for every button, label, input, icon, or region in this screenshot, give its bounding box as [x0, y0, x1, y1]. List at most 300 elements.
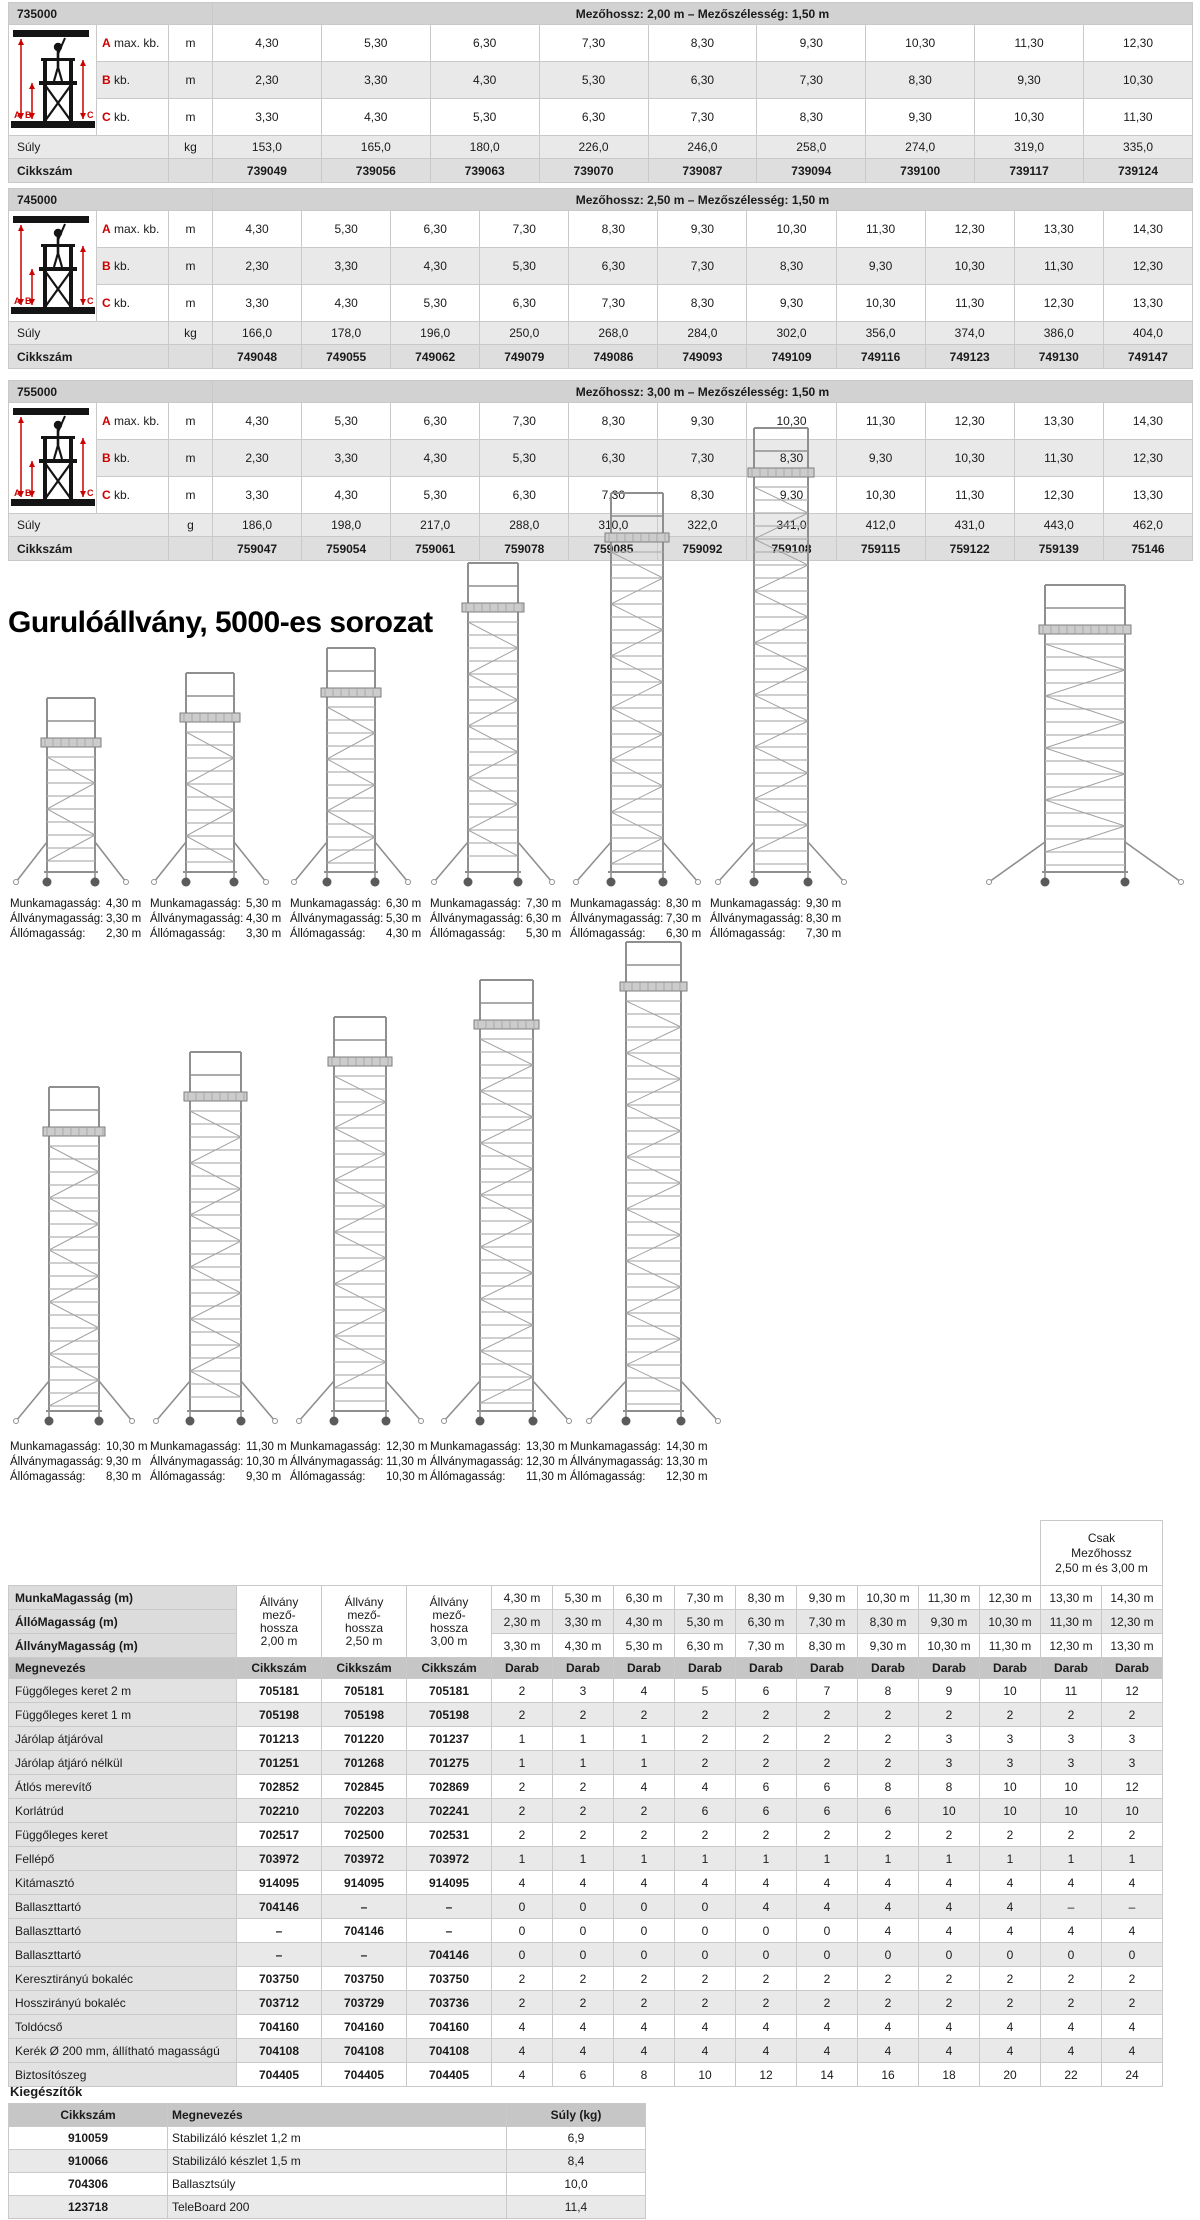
part-qty: 2 [858, 1967, 919, 1991]
dimension-value-cell: 12,30 [1103, 248, 1192, 285]
accessory-row [9, 2196, 646, 2219]
dimension-value-cell: 13,30 [1103, 285, 1192, 322]
product-code: 755000 [9, 381, 213, 403]
unit-cell: m [169, 403, 213, 440]
field-size-note: Mezőhossz: 2,00 m – Mezőszélesség: 1,50 m [213, 3, 1193, 25]
dimension-value-cell: 2,30 [213, 440, 302, 477]
part-sku: 705198 [322, 1703, 407, 1727]
part-qty: 4 [614, 1871, 675, 1895]
unit-cell: m [169, 99, 213, 136]
dimension-value-cell: 3,30 [213, 285, 302, 322]
caption-line-work [10, 897, 148, 912]
part-qty: 0 [858, 1943, 919, 1967]
part-sku: – [237, 1943, 322, 1967]
dimension-value-cell: 8,30 [747, 440, 836, 477]
weight-value-cell: 246,0 [648, 136, 757, 159]
part-sku: 703972 [237, 1847, 322, 1871]
scaffold-diagram-cell [9, 211, 97, 322]
part-sku: 702241 [407, 1799, 492, 1823]
caption-line-frame [10, 1455, 148, 1470]
svg-text:B: B [24, 109, 31, 120]
dimension-value-cell: 14,30 [1103, 403, 1192, 440]
spec-header-row [9, 189, 1193, 211]
caption-label: Munkamagasság: [430, 1441, 521, 1453]
qty-column-title: Darab [980, 1658, 1041, 1679]
caption-value: 13,30 m [666, 1456, 708, 1468]
part-sku: 705198 [407, 1703, 492, 1727]
caption-line-work [10, 1440, 148, 1455]
part-qty: 2 [797, 1703, 858, 1727]
height-header-value: 11,30 m [919, 1586, 980, 1610]
scaffold-caption [430, 1440, 568, 1485]
dimension-value-cell: 10,30 [1084, 62, 1193, 99]
part-sku: 702845 [322, 1775, 407, 1799]
qty-column-title: Darab [492, 1658, 553, 1679]
part-sku: 703729 [322, 1991, 407, 2015]
part-qty: 1 [1102, 1847, 1163, 1871]
part-sku: 704108 [322, 2039, 407, 2063]
part-qty: 4 [797, 2015, 858, 2039]
dimension-value-cell: 3,30 [302, 440, 391, 477]
part-qty: 1 [492, 1751, 553, 1775]
sku-value-cell: 749086 [569, 345, 658, 369]
dimension-value-cell: 8,30 [569, 211, 658, 248]
dimension-value-cell: 14,30 [1103, 211, 1192, 248]
part-qty: 2 [492, 1799, 553, 1823]
caption-label: Állómagasság: [710, 928, 786, 940]
dimension-value-cell: 6,30 [648, 62, 757, 99]
dimension-value-cell: 9,30 [747, 477, 836, 514]
dimension-value-cell: 5,30 [391, 285, 480, 322]
sku-value-cell: 749123 [925, 345, 1014, 369]
dimension-value-cell: 11,30 [836, 403, 925, 440]
scaffold-caption [570, 1440, 708, 1485]
dimension-label-cell: B kb. [97, 248, 169, 285]
caption-value: 9,30 m [806, 898, 842, 910]
dimension-value-cell: 13,30 [1014, 403, 1103, 440]
dimension-letter: B [102, 259, 111, 273]
dimension-value-cell: 10,30 [836, 285, 925, 322]
scaffold-tower-drawing [572, 488, 702, 888]
caption-label: Állványmagasság: [430, 913, 524, 925]
part-sku: 702517 [237, 1823, 322, 1847]
part-name: Járólap átjáróval [9, 1727, 237, 1751]
part-qty: 0 [675, 1895, 736, 1919]
part-qty: 10 [675, 2063, 736, 2087]
part-qty: 10 [1041, 1775, 1102, 1799]
product-code: 735000 [9, 3, 213, 25]
part-sku: 705181 [407, 1679, 492, 1703]
weight-label: Súly [9, 514, 169, 537]
part-qty: 0 [736, 1919, 797, 1943]
part-qty: 1 [980, 1847, 1041, 1871]
part-row [9, 1895, 1163, 1919]
caption-line-standing [10, 1470, 148, 1485]
part-row [9, 1679, 1163, 1703]
part-qty: 3 [919, 1751, 980, 1775]
part-name: Függőleges keret 1 m [9, 1703, 237, 1727]
column-titles-row [9, 1658, 1163, 1679]
weight-value-cell: 186,0 [213, 514, 302, 537]
caption-label: Munkamagasság: [10, 1441, 101, 1453]
height-header-value: 14,30 m [1102, 1586, 1163, 1610]
part-qty: 1 [614, 1727, 675, 1751]
part-qty: 2 [1041, 1991, 1102, 2015]
part-qty: 10 [1102, 1799, 1163, 1823]
caption-value: 8,30 m [106, 1471, 142, 1483]
caption-value: 11,30 m [246, 1441, 287, 1453]
part-sku: 703750 [237, 1967, 322, 1991]
part-qty: – [1041, 1895, 1102, 1919]
svg-text:A: A [13, 295, 20, 306]
field-length-header: Állvány mező- hossza 2,50 m [322, 1586, 407, 1658]
part-qty: 6 [797, 1799, 858, 1823]
sku-value-cell: 739124 [1084, 159, 1193, 183]
scaffold-tower-drawing [295, 1012, 425, 1427]
dimension-value-cell: 8,30 [747, 248, 836, 285]
weight-value-cell: 178,0 [302, 322, 391, 345]
part-qty: 2 [797, 1967, 858, 1991]
part-qty: 4 [736, 2039, 797, 2063]
dimension-value-cell: 8,30 [648, 25, 757, 62]
part-qty: 4 [980, 2015, 1041, 2039]
dimension-value-cell: 12,30 [925, 403, 1014, 440]
scaffold-photo-6 [714, 423, 848, 893]
caption-label: Állómagasság: [430, 928, 506, 940]
scaffold-tower-drawing [585, 937, 722, 1427]
part-qty: 4 [919, 2015, 980, 2039]
part-sku: 701220 [322, 1727, 407, 1751]
svg-text:C: C [86, 487, 93, 498]
scaffold-photo-7 [12, 1082, 136, 1432]
height-header-value: 7,30 m [675, 1586, 736, 1610]
dimension-value-cell: 7,30 [757, 62, 866, 99]
part-qty: 4 [919, 1871, 980, 1895]
sku-value-cell: 759115 [836, 537, 925, 561]
scaffold-diagram-icon [11, 212, 95, 318]
qty-column-title: Darab [1041, 1658, 1102, 1679]
dimension-label-cell: C kb. [97, 477, 169, 514]
dimension-value-cell: 5,30 [302, 211, 391, 248]
part-name: Ballaszttartó [9, 1943, 237, 1967]
part-sku: 704405 [407, 2063, 492, 2087]
caption-line-standing [430, 927, 568, 942]
dimension-letter: A [102, 36, 111, 50]
sku-column-title: Cikkszám [237, 1658, 322, 1679]
part-qty: 2 [492, 1679, 553, 1703]
field-length-header: Állvány mező- hossza 3,00 m [407, 1586, 492, 1658]
height-header-value: 12,30 m [1102, 1610, 1163, 1634]
accessory-row [9, 2127, 646, 2150]
part-sku: 702531 [407, 1823, 492, 1847]
part-qty: 4 [1041, 1919, 1102, 1943]
qty-column-title: Darab [797, 1658, 858, 1679]
sku-value-cell: 739063 [430, 159, 539, 183]
caption-label: Állványmagasság: [150, 913, 244, 925]
part-name: Függőleges keret [9, 1823, 237, 1847]
part-row [9, 1919, 1163, 1943]
part-qty: 12 [1102, 1679, 1163, 1703]
height-header-label: ÁllványMagasság (m) [9, 1634, 237, 1658]
caption-value: 14,30 m [666, 1441, 708, 1453]
caption-label: Munkamagasság: [150, 1441, 241, 1453]
caption-value: 3,30 m [106, 913, 142, 925]
svg-text:C: C [86, 295, 93, 306]
part-row [9, 1991, 1163, 2015]
caption-label: Állómagasság: [150, 928, 226, 940]
dimension-letter: C [102, 296, 111, 310]
unit-cell: m [169, 440, 213, 477]
caption-line-work [290, 897, 428, 912]
dimension-value-cell: 7,30 [480, 211, 569, 248]
part-qty: 3 [1041, 1727, 1102, 1751]
qty-column-title: Darab [614, 1658, 675, 1679]
part-qty: 2 [980, 1823, 1041, 1847]
height-header-value: 12,30 m [1041, 1634, 1102, 1658]
part-qty: 2 [675, 1727, 736, 1751]
dimension-value-cell: 3,30 [213, 99, 322, 136]
part-sku: 702203 [322, 1799, 407, 1823]
part-sku: 704146 [407, 1943, 492, 1967]
dimension-value-cell: 10,30 [747, 403, 836, 440]
caption-line-work [710, 897, 848, 912]
caption-value: 7,30 m [806, 928, 842, 940]
sku-value-cell: 749116 [836, 345, 925, 369]
part-qty: 2 [675, 1967, 736, 1991]
part-qty: 4 [919, 1919, 980, 1943]
dimension-row [9, 211, 1193, 248]
part-qty: 2 [553, 1991, 614, 2015]
weight-value-cell: 153,0 [213, 136, 322, 159]
weight-value-cell: 310,0 [569, 514, 658, 537]
dimension-value-cell: 10,30 [747, 211, 836, 248]
caption-line-frame [570, 912, 708, 927]
scaffold-caption [10, 1440, 148, 1485]
dimension-value-cell: 9,30 [757, 25, 866, 62]
part-qty: 1 [736, 1847, 797, 1871]
caption-label: Munkamagasság: [10, 898, 101, 910]
part-sku: 702869 [407, 1775, 492, 1799]
part-qty: 2 [492, 1967, 553, 1991]
caption-value: 4,30 m [246, 913, 282, 925]
part-qty: 11 [1041, 1679, 1102, 1703]
weight-value-cell: 180,0 [430, 136, 539, 159]
weight-value-cell: 165,0 [321, 136, 430, 159]
caption-line-work [570, 897, 708, 912]
unit-cell: m [169, 477, 213, 514]
part-row [9, 1847, 1163, 1871]
caption-line-frame [430, 1455, 568, 1470]
part-sku: 702500 [322, 1823, 407, 1847]
part-qty: 2 [614, 1703, 675, 1727]
height-header-value: 11,30 m [1041, 1610, 1102, 1634]
dimension-row [9, 99, 1193, 136]
qty-column-title: Darab [675, 1658, 736, 1679]
part-qty: 4 [736, 1871, 797, 1895]
part-qty: 2 [675, 1823, 736, 1847]
part-sku: 703750 [407, 1967, 492, 1991]
part-qty: 4 [675, 1871, 736, 1895]
caption-value: 7,30 m [526, 898, 562, 910]
caption-line-standing [570, 1470, 708, 1485]
sku-value-cell: 759139 [1014, 537, 1103, 561]
accessory-weight: 10,0 [507, 2173, 646, 2196]
dimension-value-cell: 9,30 [747, 285, 836, 322]
dimension-value-cell: 6,30 [391, 211, 480, 248]
caption-line-standing [710, 927, 848, 942]
height-header-value: 6,30 m [614, 1586, 675, 1610]
caption-value: 12,30 m [386, 1441, 428, 1453]
part-qty: 2 [797, 1727, 858, 1751]
caption-value: 5,30 m [246, 898, 282, 910]
height-header-value: 10,30 m [919, 1634, 980, 1658]
part-qty: 0 [614, 1943, 675, 1967]
caption-line-standing [430, 1470, 568, 1485]
part-qty: 0 [492, 1895, 553, 1919]
height-header-value: 11,30 m [980, 1634, 1041, 1658]
dimension-value-cell: 5,30 [321, 25, 430, 62]
caption-value: 11,30 m [386, 1456, 427, 1468]
part-qty: 2 [1041, 1703, 1102, 1727]
weight-label: Súly [9, 136, 169, 159]
part-qty: 9 [919, 1679, 980, 1703]
part-qty: 0 [553, 1943, 614, 1967]
part-qty: 10 [980, 1799, 1041, 1823]
caption-line-standing [150, 1470, 288, 1485]
caption-line-standing [150, 927, 288, 942]
dimension-row [9, 62, 1193, 99]
dimension-letter: A [102, 222, 111, 236]
part-qty: 1 [553, 1847, 614, 1871]
dimension-value-cell: 6,30 [430, 25, 539, 62]
height-header-value: 8,30 m [858, 1610, 919, 1634]
sku-value-cell: 739117 [975, 159, 1084, 183]
part-row [9, 1943, 1163, 1967]
caption-value: 2,30 m [106, 928, 142, 940]
caption-value: 3,30 m [246, 928, 282, 940]
part-qty: 22 [1041, 2063, 1102, 2087]
caption-label: Állómagasság: [570, 928, 646, 940]
part-sku: 702210 [237, 1799, 322, 1823]
caption-label: Munkamagasság: [570, 898, 661, 910]
height-header-value: 10,30 m [858, 1586, 919, 1610]
accessories-table [8, 2103, 646, 2219]
part-qty: 6 [675, 1799, 736, 1823]
unit-cell: m [169, 248, 213, 285]
sku-value-cell: 759047 [213, 537, 302, 561]
dimension-value-cell: 5,30 [302, 403, 391, 440]
weight-row [9, 136, 1193, 159]
caption-label: Állómagasság: [10, 1471, 86, 1483]
part-name: Biztosítószeg [9, 2063, 237, 2087]
part-qty: 1 [614, 1751, 675, 1775]
unit-cell: m [169, 25, 213, 62]
dimension-row [9, 285, 1193, 322]
caption-value: 13,30 m [526, 1441, 568, 1453]
scaffold-photo-11 [585, 937, 722, 1432]
part-qty: 4 [736, 2015, 797, 2039]
spec-table [8, 2, 1193, 183]
part-sku: 703736 [407, 1991, 492, 2015]
caption-label: Munkamagasság: [150, 898, 241, 910]
dimension-value-cell: 11,30 [1014, 440, 1103, 477]
field-length-header: Állvány mező- hossza 2,00 m [237, 1586, 322, 1658]
scaffold-tower-drawing [714, 423, 848, 888]
part-qty: 2 [553, 1799, 614, 1823]
part-qty: 12 [1102, 1775, 1163, 1799]
dimension-value-cell: 9,30 [836, 248, 925, 285]
dimension-value-cell: 12,30 [1014, 477, 1103, 514]
caption-line-work [290, 1440, 428, 1455]
part-qty: 1 [858, 1847, 919, 1871]
dimension-label-cell: A max. kb. [97, 403, 169, 440]
scaffold-images-row1 [0, 415, 1200, 893]
dimension-value-cell: 4,30 [302, 477, 391, 514]
part-qty: 4 [614, 2015, 675, 2039]
sku-value-cell: 739070 [539, 159, 648, 183]
name-column-title: Megnevezés [9, 1658, 237, 1679]
scaffold-photo-2 [150, 668, 270, 893]
height-header-value: 9,30 m [858, 1634, 919, 1658]
part-qty: 2 [919, 1703, 980, 1727]
part-row [9, 2039, 1163, 2063]
scaffold-caption [710, 897, 848, 942]
dimension-value-cell: 6,30 [480, 477, 569, 514]
accessory-name: TeleBoard 200 [168, 2196, 507, 2219]
part-qty: 4 [919, 2039, 980, 2063]
part-qty: 1 [919, 1847, 980, 1871]
part-qty: 0 [1041, 1943, 1102, 1967]
caption-label: Munkamagasság: [710, 898, 801, 910]
part-name: Ballaszttartó [9, 1919, 237, 1943]
sku-value-cell: 759061 [391, 537, 480, 561]
sku-value-cell: 739056 [321, 159, 430, 183]
part-qty: 2 [553, 1967, 614, 1991]
caption-value: 12,30 m [526, 1456, 568, 1468]
part-sku: 704108 [237, 2039, 322, 2063]
caption-value: 9,30 m [246, 1471, 282, 1483]
caption-label: Állómagasság: [570, 1471, 646, 1483]
part-qty: 24 [1102, 2063, 1163, 2087]
part-sku: 704146 [237, 1895, 322, 1919]
weight-value-cell: 250,0 [480, 322, 569, 345]
part-qty: 4 [858, 2015, 919, 2039]
part-name: Ballaszttartó [9, 1895, 237, 1919]
dimension-value-cell: 5,30 [480, 440, 569, 477]
dimension-value-cell: 11,30 [836, 211, 925, 248]
part-qty: 2 [980, 1991, 1041, 2015]
part-qty: 4 [1102, 2015, 1163, 2039]
weight-value-cell: 443,0 [1014, 514, 1103, 537]
part-sku: 914095 [407, 1871, 492, 1895]
dimension-value-cell: 8,30 [866, 62, 975, 99]
scaffold-diagram-icon [11, 26, 95, 132]
dimension-value-cell: 7,30 [480, 403, 569, 440]
caption-value: 4,30 m [106, 898, 142, 910]
accessory-sku: 910066 [9, 2150, 168, 2173]
height-header-value: 12,30 m [980, 1586, 1041, 1610]
height-header-label: ÁllóMagasság (m) [9, 1610, 237, 1634]
part-qty: 0 [1102, 1943, 1163, 1967]
weight-value-cell: 412,0 [836, 514, 925, 537]
height-header-value: 13,30 m [1102, 1634, 1163, 1658]
part-qty: 4 [553, 2015, 614, 2039]
part-qty: 6 [553, 2063, 614, 2087]
note-row [9, 1521, 1163, 1586]
part-qty: 3 [1102, 1751, 1163, 1775]
sku-value-cell: 759078 [480, 537, 569, 561]
part-sku: 705181 [322, 1679, 407, 1703]
